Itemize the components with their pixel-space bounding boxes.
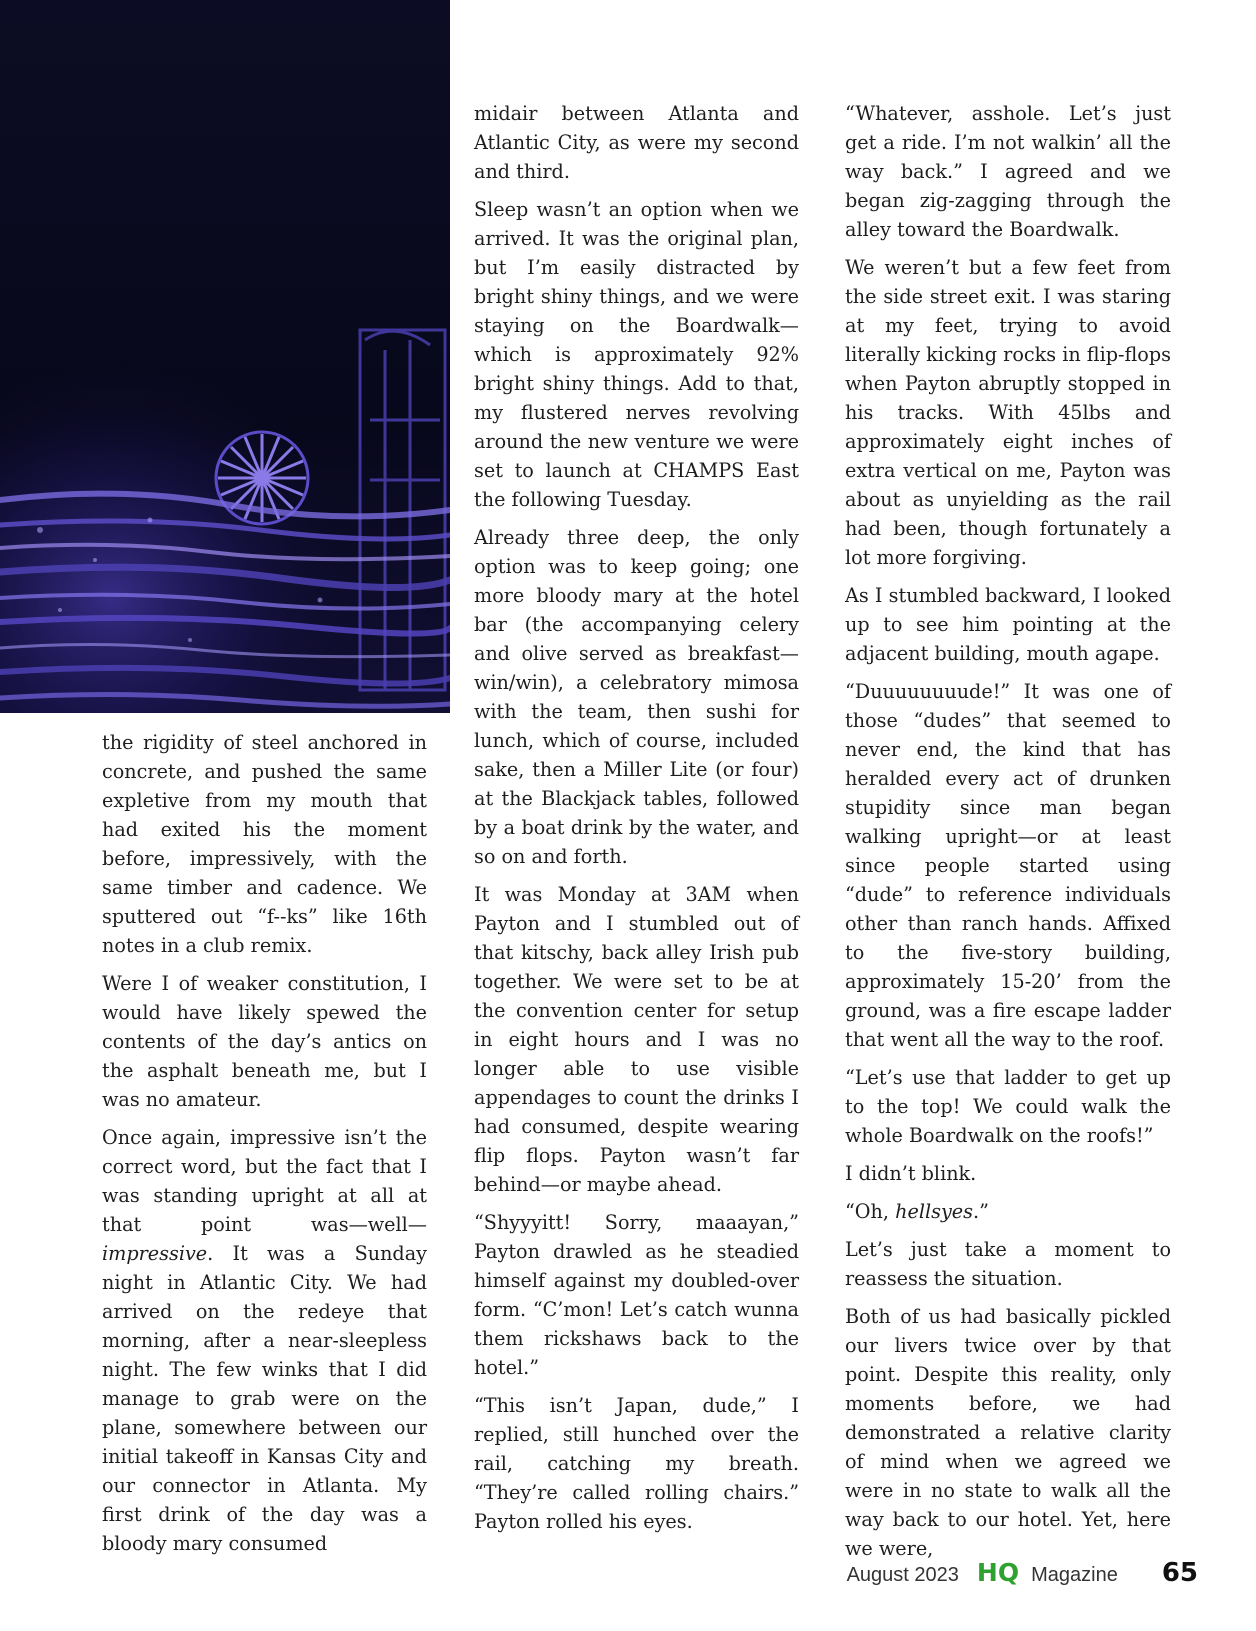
illustration-svg <box>0 0 450 713</box>
paragraph: Let’s just take a moment to reassess the situation. <box>845 1238 1171 1290</box>
page-number: 65 <box>1161 1558 1198 1588</box>
paragraph: “Whatever, asshole. Let’s just get a ride. I’m not walkin’ all the way back.” I agreed and we began zig-zagging through the alley toward the Boardwalk. <box>845 102 1171 241</box>
boardwalk-illustration <box>0 0 450 713</box>
paragraph: Both of us had basically pickled our livers twice over by that point. Despite this reality, only moments before, we had demonstrated a relative clarity of mind when we agreed we were in no state to walk all the way back to our hotel. Yet, here we were, <box>845 1305 1171 1560</box>
magazine-label: Magazine <box>1031 1564 1118 1586</box>
article-column-2 <box>474 99 799 1545</box>
paragraph: It was Monday at 3AM when Payton and I stumbled out of that kitschy, back alley Irish pub together. We were set to be at the convention center for setup in eight hours and I was no longer able to use visible appendages to count the drinks I had consumed, despite wearing flip flops. Payton wasn’t far behind—or maybe ahead. <box>474 883 799 1196</box>
text-run: . It was a Sunday night in Atlantic City. We had arrived on the redeye that morning, after a near-sleepless night. The few winks that I did manage to grab were on the plane, somewhere between our initial takeoff in Kansas City and our connector in Atlanta. My first drink of the day was a bloody mary consumed <box>102 1242 427 1555</box>
paragraph: the rigidity of steel anchored in concrete, and pushed the same expletive from my mouth that had exited his the moment before, impressively, with the same timber and cadence. We sputtered out “f--ks” like 16th notes in a club remix. <box>102 731 427 957</box>
paragraph: “Shyyyitt! Sorry, maaayan,” Payton drawled as he steadied himself against my doubled-over form. “C’mon! Let’s catch wunna them rickshaws back to the hotel.” <box>474 1211 799 1379</box>
paragraph: midair between Atlanta and Atlantic City, as were my second and third. <box>474 102 799 183</box>
paragraph: I didn’t blink. <box>845 1162 977 1185</box>
text-run: .” <box>972 1200 989 1223</box>
paragraph: Were I of weaker constitution, I would have likely spewed the contents of the day’s antics on the asphalt beneath me, but I was no amateur. <box>102 972 427 1111</box>
paragraph: Already three deep, the only option was to keep going; one more bloody mary at the hotel bar (the accompanying celery and olive served as breakfast—win/win), a celebratory mimosa with the team, then sushi for lunch, which of course, included sake, then a Miller Lite (or four) at the Blackjack tables, followed by a boat drink by the water, and so on and forth. <box>474 526 799 868</box>
paragraph: “Duuuuuuuude!” It was one of those “dudes” that seemed to never end, the kind that has heralded every act of drunken stupidity since man began walking upright—or at least since people started using “dude” to reference individuals other than ranch hands. Affixed to the five-story building, approximately 15-20’ from the ground, was a fire escape ladder that went all the way to the roof. <box>845 680 1171 1051</box>
paragraph: Sleep wasn’t an option when we arrived. It was the original plan, but I’m easily distracted by bright shiny things, and we were staying on the Boardwalk—which is approximately 92% bright shiny things. Add to that, my flustered nerves revolving around the new venture we were set to launch at CHAMPS East the following Tuesday. <box>474 198 799 511</box>
italic-text: hellsyes <box>895 1200 973 1223</box>
paragraph: We weren’t but a few feet from the side street exit. I was staring at my feet, trying to avoid literally kicking rocks in flip-flops when Payton abruptly stopped in his tracks. With 45lbs and approximately eight inches of extra vertical on me, Payton was about as unyielding as the rail had been, though fortunately a lot more forgiving. <box>845 256 1171 569</box>
paragraph: As I stumbled backward, I looked up to see him pointing at the adjacent building, mouth agape. <box>845 584 1171 665</box>
text-run: Once again, impressive isn’t the correct word, but the fact that I was standing upright at all at that point was—well— <box>102 1126 427 1236</box>
text-run: “Oh, <box>845 1200 896 1223</box>
issue-date: August 2023 <box>846 1564 959 1586</box>
paragraph: “Let’s use that ladder to get up to the top! We could walk the whole Boardwalk on the roofs!” <box>845 1066 1171 1147</box>
paragraph <box>845 1197 1171 1226</box>
article-column-1 <box>102 728 427 1567</box>
hq-logo: HQ <box>976 1558 1020 1587</box>
paragraph <box>102 1123 427 1558</box>
page-footer <box>847 1558 1198 1588</box>
article-column-3 <box>845 99 1171 1572</box>
italic-text: impressive <box>102 1242 208 1265</box>
paragraph: “This isn’t Japan, dude,” I replied, still hunched over the rail, catching my breath. “They’re called rolling chairs.” Payton rolled his eyes. <box>474 1394 799 1533</box>
